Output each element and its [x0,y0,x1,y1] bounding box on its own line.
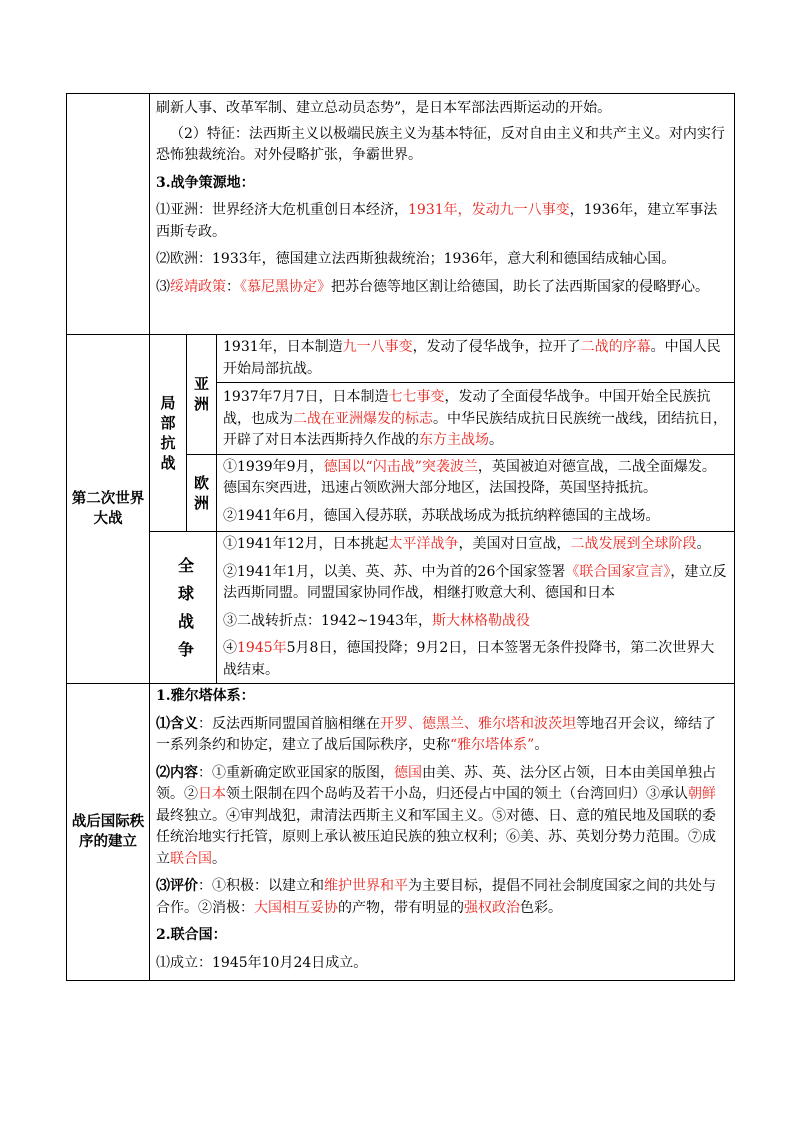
text: 。中国人民开始局部抗战。 [223,339,721,377]
text: ③二战转折点：1942~1943年， [223,612,432,629]
highlight-text: 《慕尼黑协定》 [240,278,331,295]
highlight-text: 太平洋战争 [388,536,459,552]
text: ⑶ [156,278,170,295]
highlight-text: 德国 [394,764,422,781]
paragraph: （2）特征：法西斯主义以极端民族主义为基本特征，反对自由主义和共产主义。对内实行恐怖独裁统治。对外侵略扩张，争霸世界。 [156,125,725,163]
highlight-text: 七七事变 [388,389,445,405]
highlight-text: 九一八事变 [342,339,413,355]
paragraph [217,383,734,454]
subsection-global-war: 全球战争 [150,532,217,684]
text: 由美、苏、英、法分区占领，日本由美国单独占领。② [156,764,716,802]
text: ，1936年，建立军事法西斯专政。 [156,202,718,240]
content-cell-global [217,532,735,684]
text: 。中华民族结成抗日民族统一战线，团结抗日，开辟了对日本法西斯持久作战的 [223,410,727,448]
paragraph [217,634,734,683]
text: 1937年7月7日，日本制造 [223,389,389,405]
row-ww2-global [67,532,735,684]
highlight-text: 东方主战场 [419,432,489,448]
text: 色彩。 [520,899,562,916]
text: ，建立反法西斯同盟。同盟国家协同作战，相继打败意大利、德国和日本 [223,563,727,601]
highlight-text: 斯大林格勒战役 [432,612,530,629]
paragraph: 刷新人事、改革军制、建立总动员态势”，是日本军部法西斯运动的开始。 [156,100,612,116]
text: ：①积极：以建立和 [198,878,324,894]
highlight-text: 绥靖政策 [170,278,226,295]
paragraph [150,759,734,873]
content-cell-europe-2 [217,502,735,532]
text: 。 [534,737,549,753]
content-cell-europe [217,454,735,502]
content-cell-fascism [150,94,735,335]
text: 。 [489,432,503,448]
paragraph [217,607,734,635]
highlight-text: 大国相互妥协 [254,899,338,916]
paragraph [217,532,734,558]
highlight-text: 《联合国家宣言》 [565,563,671,580]
row-fascism [67,94,735,335]
paragraph: ②1941年6月，德国入侵苏联，苏联战场成为抵抗纳粹德国的主战场。 [223,507,660,524]
text: ①1941年12月，日本挑起 [223,536,389,552]
text: ，发动了全面侵华战争。中国开始全民族抗战，也成为 [223,389,711,427]
heading-yalta: 1.雅尔塔体系： [156,688,255,704]
paragraph [150,273,734,301]
highlight-text: 维护世界和平 [324,878,408,894]
text: ⑴亚洲：世界经济大危机重创日本经济， [156,202,408,218]
highlight-text: “雅尔塔体系” [450,737,535,753]
heading-un: 2.联合国： [156,927,227,943]
paragraph [150,710,734,759]
section-title-postwar: 战后国际秩序的建立 [67,684,150,981]
paragraph [217,558,734,607]
text: ①1939年9月， [223,458,324,475]
text: ，英国被迫对德宣战，二战全面爆发。德国东突西进，迅速占领欧洲大部分地区，法国投降，英国坚持抵抗。 [223,458,716,496]
highlight-text: 1931年，发动九一八事变 [408,202,570,218]
highlight-text: 强权政治 [464,899,520,916]
text: ，发动了侵华战争，拉开了 [412,339,581,355]
row-postwar [67,684,735,981]
subsection-local-war: 局部抗战 [150,335,187,532]
paragraph [217,455,734,502]
section-cell-empty [67,94,150,335]
label: ⑴含义 [156,715,198,732]
section-title-ww2: 第二次世界大战 [67,335,150,684]
text: 把苏台德等地区割让给德国，助长了法西斯国家的侵略野心。 [331,278,709,295]
text: 。 [212,850,226,867]
highlight-text: 开罗、德黑兰、雅尔塔和波茨坦 [380,715,576,732]
text: ，美国对日宣战， [458,536,571,552]
paragraph [217,335,734,382]
paragraph: ⑵欧洲：1933年，德国建立法西斯独裁统治；1936年，意大利和德国结成轴心国。 [156,251,676,267]
label: ⑶评价 [156,878,198,894]
text: ： [226,278,240,295]
text: 最终独立。④审判战犯，肃清法西斯主义和军国主义。⑤对德、日、意的殖民地及国联的委任统治地实行托管，原则上承认被压迫民族的独立权利；⑥美、苏、英划分势力范围。⑦成立 [156,807,716,867]
highlight-text: 朝鲜 [688,786,716,802]
highlight-text: 日本 [198,786,226,802]
region-europe: 欧洲 [187,454,217,532]
text: 1931年，日本制造 [223,339,343,355]
heading-war-origins: 3.战争策源地： [156,174,255,191]
text: 领土限制在四个岛屿及若干小岛，归还侵占中国的领土（台湾回归）③承认 [226,786,688,802]
text: ：①重新确定欧亚国家的版图， [198,764,394,781]
paragraph [150,872,734,921]
text: ④ [223,640,237,656]
paragraph [150,196,734,245]
row-ww2-asia-1 [67,335,735,383]
highlight-text: 二战的序幕 [580,339,651,355]
content-cell-asia-2 [217,383,735,455]
text: 的产物，带有明显的 [338,899,464,916]
content-cell-postwar [150,684,735,981]
text: ：反法西斯同盟国首脑相继在 [198,715,380,732]
text: 等地召开会议，缔结了一系列条约和协定，建立了战后国际秩序，史称 [156,715,716,753]
highlight-text: 二战在亚洲爆发的标志 [293,410,433,427]
paragraph: ⑴成立：1945年10月24日成立。 [156,954,368,971]
text: ②1941年1月，以美、英、苏、中为首的26个国家签署 [223,563,566,580]
content-cell-asia-1 [217,335,735,383]
history-table [66,93,735,981]
highlight-text: 二战发展到全球阶段 [570,536,697,552]
text: 5月8日，德国投降；9月2日，日本签署无条件投降书，第二次世界大战结束。 [223,640,715,678]
highlight-text: 1945年 [237,640,287,656]
label: ⑵内容 [156,764,198,781]
region-asia: 亚洲 [187,335,217,455]
text: 。 [696,536,711,552]
text: 为主要目标，提倡不同社会制度国家之间的共处与合作。②消极： [156,878,716,916]
highlight-text: 联合国 [170,850,212,867]
highlight-text: 德国以“闪击战”突袭波兰 [323,458,478,475]
